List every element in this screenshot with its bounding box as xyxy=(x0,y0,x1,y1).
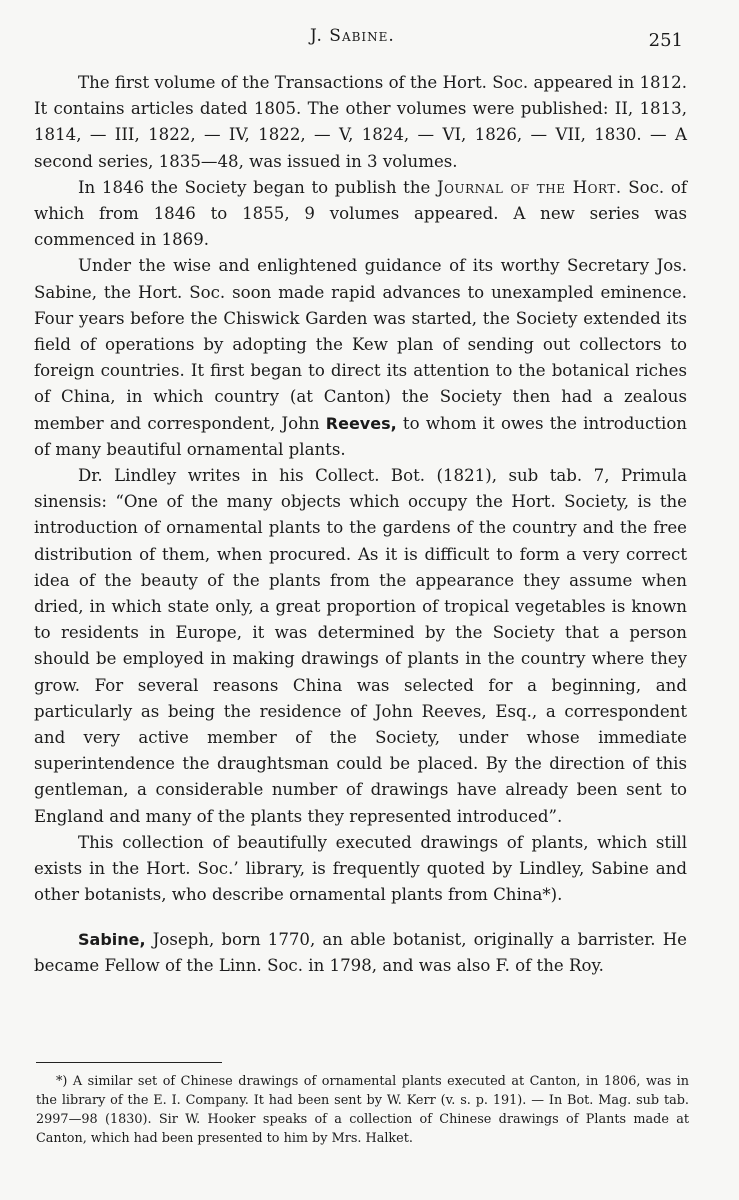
footnote-rule xyxy=(36,1062,222,1063)
footnote-text: *) A similar set of Chinese drawings of ornamental plants executed at Canton, in 1806, was in the library of the E. I. Company. It had been sent by W. Kerr (v. s. p. 191). — In Bot. Mag. sub tab. 2997—98 (1830). Sir W. Hooker speaks of a collection of Chinese drawings of Plants made at Canton, which had been presented to him by Mrs. Halket. xyxy=(36,1074,689,1146)
name-sabine: Sabine, xyxy=(78,929,146,949)
name-reeves: Reeves, xyxy=(325,413,397,433)
body-text xyxy=(34,70,687,979)
paragraph-transactions: The first volume of the Transactions of the Hort. Soc. appeared in 1812. It contains articles dated 1805. The other volumes were published: II, 1813, 1814, — III, 1822, — IV, 1822, — V, 1824, — VI, 1826, — VII, 1830. — A second series, 1835—48, was issued in 3 volumes. xyxy=(34,73,687,171)
running-title: J. Sabine. xyxy=(310,26,395,46)
journal-title: Journal of the Hort. xyxy=(437,177,622,197)
paragraph-journal-text-1: In 1846 the Society began to publish the xyxy=(78,177,438,197)
page-number: 251 xyxy=(648,30,683,51)
paragraph-journal-text-2: Soc. of which from 1846 to 1855, 9 volumes appeared. A new series was commenced in 1869. xyxy=(34,177,687,250)
paragraph-guidance-text-2: to whom it owes the introduction of many beautiful ornamental plants. xyxy=(34,413,687,459)
paragraph-guidance xyxy=(34,253,687,463)
entry-sabine xyxy=(34,927,687,979)
paragraph-lindley-quote: Dr. Lindley writes in his Collect. Bot. (1821), sub tab. 7, Primula sinensis: “One of the many objects which occupy the Hort. Society, is the introduction of ornamental plants to the gardens of the country and the free distribution of them, when procured. As it is difficult to form a very correct idea of the beauty of the plants from the appearance they assume when dried, in which state only, a great proportion of tropical vegetables is known to residents in Europe, it was determined by the Society that a person should be employed in making drawings of plants in the country where they grow. For several reasons China was selected for a beginning, and particularly as being the residence of John Reeves, Esq., a correspondent and very active member of the Society, under whose immediate superintendence the draughtsman could be placed. By the direction of this gentleman, a considerable number of drawings have already been sent to England and many of the plants they represented introduced”. xyxy=(34,466,687,826)
page-header xyxy=(0,26,739,56)
paragraph-guidance-text-1: Under the wise and enlightened guidance of its worthy Secretary Jos. Sabine, the Hort. Soc. soon made rapid advances to unexampled eminence. Four years before the Chiswick Garden was started, the Society extended its field of operations by adopting the Kew plan of sending out collectors to foreign countries. It first began to direct its attention to the botanical riches of China, in which country (at Canton) the Society then had a zealous member and correspondent, John xyxy=(34,256,687,433)
entry-sabine-text: Joseph, born 1770, an able botanist, originally a barrister. He became Fellow of the Linn. Soc. in 1798, and was also F. of the Roy. xyxy=(34,929,687,975)
paragraph-collection: This collection of beautifully executed drawings of plants, which still exists in the Hort. Soc.’ library, is frequently quoted by Lindley, Sabine and other botanists, who describe ornamental plants from China*). xyxy=(34,832,687,905)
footnote xyxy=(36,1072,689,1148)
paragraph-journal xyxy=(34,175,687,254)
